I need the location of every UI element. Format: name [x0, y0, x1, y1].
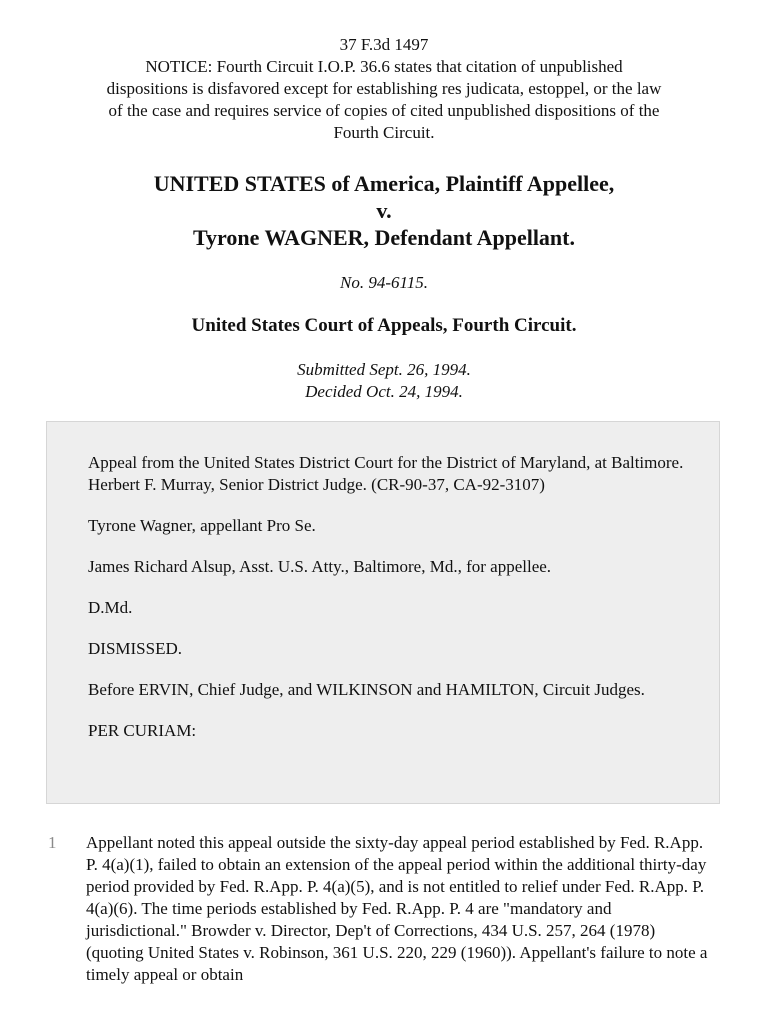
notice-line: Fourth Circuit.: [333, 123, 435, 142]
syllabus-content: [88, 452, 688, 761]
paragraph-number: 1: [48, 833, 57, 852]
syllabus-panel: [46, 421, 720, 804]
defendant-party: Tyrone WAGNER, Defendant Appellant.: [193, 225, 575, 250]
docket-number: No. 94-6115.: [340, 273, 428, 292]
court-name: United States Court of Appeals, Fourth Circuit.: [191, 315, 577, 336]
notice-block: [40, 56, 728, 144]
case-caption: [40, 170, 728, 251]
panel-judges: Before ERVIN, Chief Judge, and WILKINSON and HAMILTON, Circuit Judges.: [88, 680, 645, 699]
notice-line: NOTICE: Fourth Circuit I.O.P. 36.6 states that citation of unpublished: [145, 57, 623, 76]
appellee-counsel: James Richard Alsup, Asst. U.S. Atty., Baltimore, Md., for appellee.: [88, 557, 552, 576]
submitted-date: Submitted Sept. 26, 1994.: [297, 360, 471, 379]
opinion-paragraph: Appellant noted this appeal outside the sixty-day appeal period established by Fed. R.App. P. 4(a)(1), failed to obtain an extension of the appeal period within the additional thirty-day period provided by Fed. R.App. P. 4(a)(5), and is not entitled to relief under Fed. R.App. P. 4(a)(6). The time periods established by Fed. R.App. P. 4 are "mandatory and jurisdictional." Browder v. Director, Dep't of Corrections, 434 U.S. 257, 264 (1978) (quoting United States v. Robinson, 361 U.S. 220, 229 (1960)). Appellant's failure to note a timely appeal or obtain: [86, 833, 708, 984]
appeal-from-text: Appeal from the United States District Court for the District of Maryland, at Baltimore. Herbert F. Murray, Senior District Judge. (CR-90-37, CA-92-3107): [88, 453, 684, 494]
district-label: D.Md.: [88, 598, 133, 617]
versus-label: v.: [376, 198, 392, 223]
per-curiam-label: PER CURIAM:: [88, 721, 197, 740]
notice-line: of the case and requires service of copies of cited unpublished dispositions of the: [108, 101, 660, 120]
disposition-label: DISMISSED.: [88, 639, 182, 658]
plaintiff-party: UNITED STATES of America, Plaintiff Appellee,: [153, 171, 615, 196]
notice-line: dispositions is disfavored except for establishing res judicata, estoppel, or the law: [106, 79, 662, 98]
decided-date: Decided Oct. 24, 1994.: [305, 382, 463, 401]
case-dates: [40, 359, 728, 403]
appellant-counsel: Tyrone Wagner, appellant Pro Se.: [88, 516, 316, 535]
case-citation: 37 F.3d 1497: [339, 35, 429, 54]
